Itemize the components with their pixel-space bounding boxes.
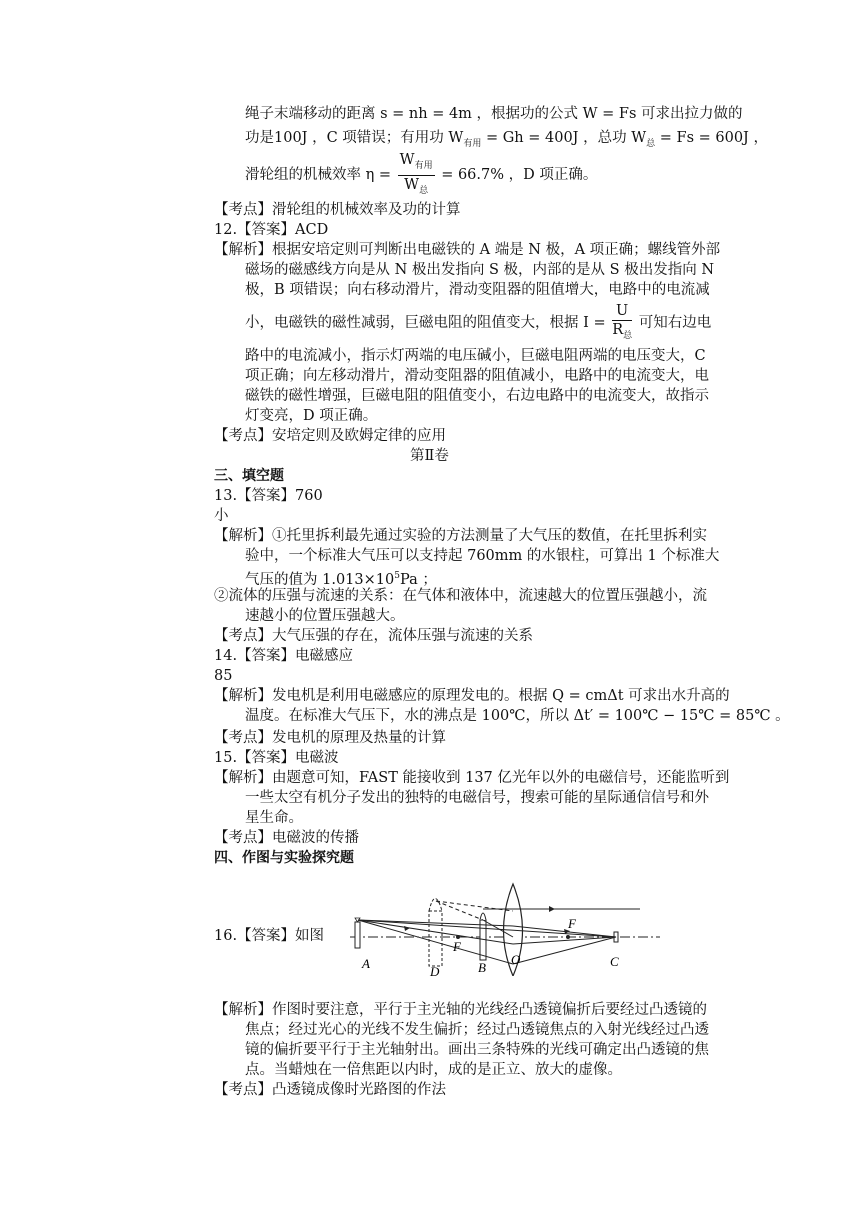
q14-answer-2: 85 [214,668,233,684]
q15-jiexi-3: 星生命。 [245,810,303,826]
q16-jiexi-4: 点。当蜡烛在一倍焦距以内时，成的是正立、放大的虚像。 [245,1062,622,1078]
label-b: B [478,960,486,975]
ohm-fraction: $\frac{U}{R_总}$ [612,302,633,341]
q12-jiexi-7: 磁铁的磁性增强，巨磁电阻的阻值变小，右边电路中的电流变大，故指示 [245,388,709,404]
q13-answer-2: 小 [214,508,229,524]
q14-answer: 14.【答案】电磁感应 [214,648,354,664]
ray-a-3-out [513,937,616,964]
q15-jiexi-2: 一些太空有机分子发出的独特的电磁信号，搜索可能的星际通信信号和外 [245,790,709,806]
q12-answer: 12.【答案】ACD [214,222,329,238]
q12-jiexi-4: 小，电磁铁的磁性减弱，巨磁电阻的阻值变大，根据 I = $\frac{U}{R_总}$ 可知右边电 [245,296,711,350]
q13-jiexi-3: 气压的值为 $1.013\times 10^5Pa$ ； [245,571,437,588]
q12-jiexi-8: 灯变亮，D 项正确。 [245,408,378,424]
q16-answer: 16.【答案】如图 [214,928,325,944]
q14-jiexi-1: 【解析】发电机是利用电磁感应的原理发电的。根据 Q = cmΔt 可求出水升高的 [214,688,730,704]
q16-jiexi-2: 焦点；经过光心的光线不发生偏折；经过凸透镜焦点的入射光线经过凸透 [245,1022,709,1038]
q13-jiexi-1: 【解析】①托里拆利最先通过实验的方法测量了大气压的数值，在托里拆利实 [214,528,707,544]
label-f-right: F [568,916,576,931]
q14-kaodian: 【考点】发电机的原理及热量的计算 [214,730,446,746]
q12-jiexi-6: 项正确；向左移动滑片，滑动变阻器的阻值减小，电路中的电流变大，电 [245,368,709,384]
q11-kaodian: 【考点】滑轮组的机械效率及功的计算 [214,202,461,218]
label-f-left: F [453,939,461,954]
q13-jiexi-4: ②流体的压强与流速的关系：在气体和液体中，流速越大的位置压强越小，流 [214,588,707,604]
q16-kaodian: 【考点】凸透镜成像时光路图的作法 [214,1082,446,1098]
q14-jiexi-2: 温度。在标准大气压下，水的沸点是 100℃，所以 Δt′ = 100℃ − 15℃ = 85℃ 。 [245,708,790,724]
label-o: O [511,952,521,967]
q15-kaodian: 【考点】电磁波的传播 [214,830,359,846]
label-c: C [610,954,619,969]
candle-a [355,922,360,948]
arrowhead-2 [404,926,410,931]
lens-ray-diagram [350,876,660,976]
q15-jiexi-1: 【解析】由题意可知，FAST 能接收到 137 亿光年以外的电磁信号，还能监听到 [214,770,730,786]
arrowhead-1 [549,906,555,912]
q16-jiexi-1: 【解析】作图时要注意，平行于主光轴的光线经凸透镜偏折后要经过凸透镜的 [214,1002,707,1018]
virtual-image-flame [429,899,442,912]
q12-jiexi-3: 极，B 项错误；向右移动滑片，滑动变阻器的阻值增大，电路中的电流减 [245,282,710,298]
q13-kaodian: 【考点】大气压强的存在，流体压强与流速的关系 [214,628,533,644]
q13-jiexi-2: 验中，一个标准大气压可以支持起 760mm 的水银柱，可算出 1 个标准大 [245,548,720,564]
focal-point-right [566,935,570,939]
section-3-heading: 三、填空题 [214,468,284,484]
section-4-heading: 四、作图与实验探究题 [214,850,354,866]
q11-line-3: 滑轮组的机械效率 η = $\frac{W_{有用}}{W_总}$ = 66.7% ，D 项正确。 [245,148,597,202]
q12-kaodian: 【考点】安培定则及欧姆定律的应用 [214,428,446,444]
q16-jiexi-3: 镜的偏折要平行于主光轴射出。画出三条特殊的光线可确定出凸透镜的焦 [245,1042,709,1058]
q13-answer: 13.【答案】760 [214,488,323,504]
efficiency-fraction: $\frac{W_{有用}}{W_总}$ [399,151,433,196]
candle-b-flame [480,913,486,920]
q11-line-1: 绳子末端移动的距离 s = nh = 4m ，根据功的公式 W = Fs 可求出拉力做的 [245,106,743,122]
label-a: A [362,956,370,971]
virtual-image-d [429,911,442,966]
q15-answer: 15.【答案】电磁波 [214,750,339,766]
q12-jiexi-2: 磁场的磁感线方向是从 N 极出发指向 S 极，内部的是从 S 极出发指向 N [245,262,715,278]
label-d: D [430,964,440,976]
q11-line-2: 功是100J ，C 项错误；有用功 $W_{有用} = Gh = 400J$ ，总功 $W_总 = Fs = 600J$ ， [245,130,768,149]
q13-jiexi-5: 速越小的位置压强越大。 [245,608,405,624]
lens-ray-diagram-svg [350,876,660,976]
ray-a-3 [358,920,513,964]
ray-virtual-1 [436,901,513,911]
q12-jiexi-1: 【解析】根据安培定则可判断出电磁铁的 A 端是 N 极，A 项正确；螺线管外部 [214,242,721,258]
q12-jiexi-5: 路中的电流减小，指示灯两端的电压碱小，巨磁电阻两端的电压变大，C [245,348,706,364]
section-2-title: 第Ⅱ卷 [410,448,449,464]
ray-a-2-out [513,937,616,944]
